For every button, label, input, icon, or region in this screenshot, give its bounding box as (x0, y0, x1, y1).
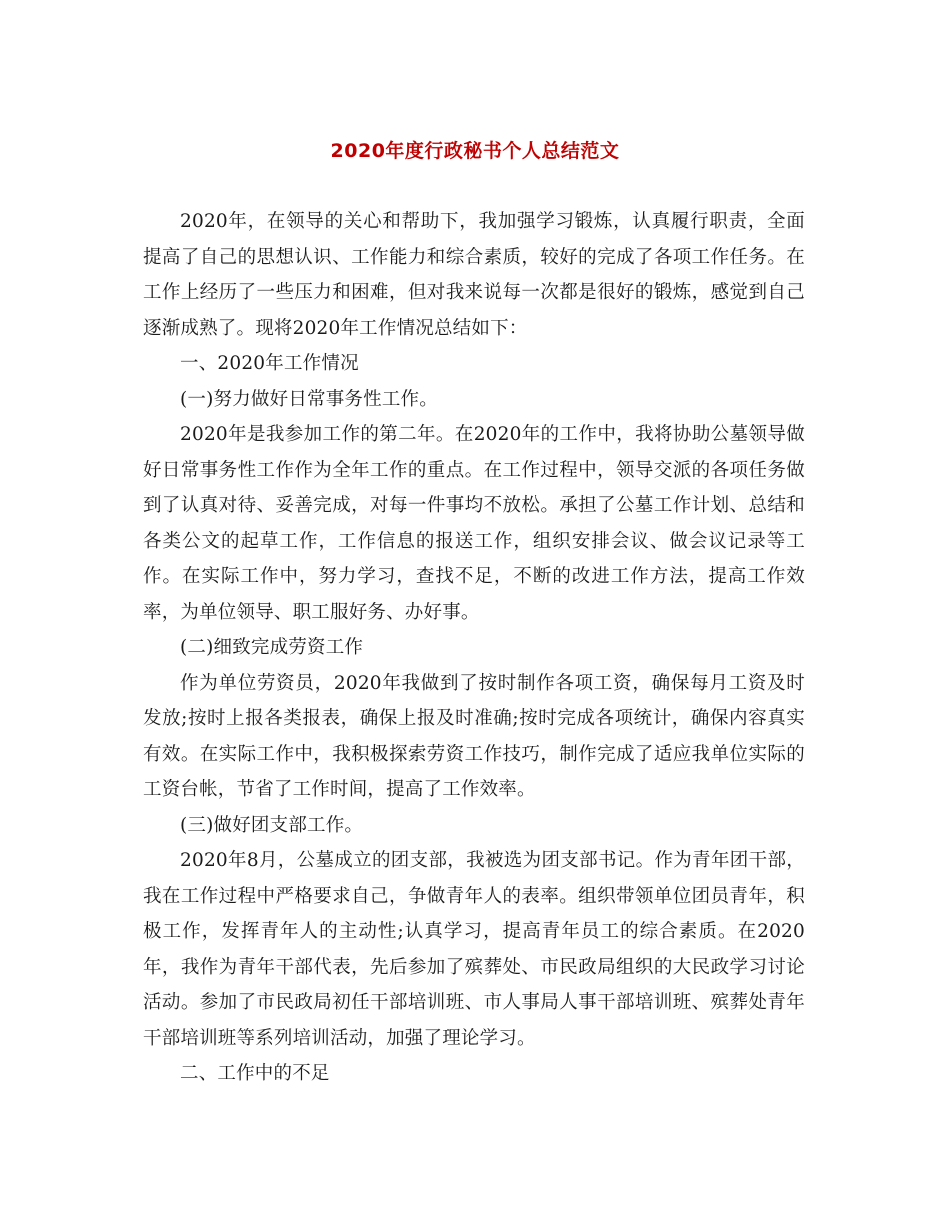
paragraph-intro: 2020年，在领导的关心和帮助下，我加强学习锻炼，认真履行职责，全面提高了自己的思想认识、工作能力和综合素质，较好的完成了各项工作任务。在工作上经历了一些压力和困难，但对我来说每一次都是很好的锻炼，感觉到自己逐渐成熟了。现将2020年工作情况总结如下： (143, 211, 805, 339)
paragraph-daily-affairs: 2020年是我参加工作的第二年。在2020年的工作中，我将协助公墓领导做好日常事务性工作作为全年工作的重点。在工作过程中，领导交派的各项任务做到了认真对待、妥善完成，对每一件事均不放松。承担了公墓工作计划、总结和各类公文的起草工作，工作信息的报送工作，组织安排会议、做会议记录等工作。在实际工作中，努力学习，查找不足，不断的改进工作方法，提高工作效率，为单位领导、职工服好务、办好事。 (143, 424, 805, 623)
document-title: 2020年度行政秘书个人总结范文 (330, 140, 620, 162)
subheading-youth-league: (三)做好团支部工作。 (180, 814, 364, 836)
subheading-daily-affairs: (一)努力做好日常事务性工作。 (180, 388, 438, 410)
section-heading-work-status: 一、2020年工作情况 (180, 353, 359, 374)
section-heading-shortcomings: 二、工作中的不足 (180, 1063, 330, 1084)
subheading-labor-wages: (二)细致完成劳资工作 (180, 637, 364, 658)
paragraph-labor-wages: 作为单位劳资员，2020年我做到了按时制作各项工资，确保每月工资及时发放;按时上报各类报表，确保上报及时准确;按时完成各项统计，确保内容真实有效。在实际工作中，我积极探索劳资工作技巧，制作完成了适应我单位实际的工资台帐，节省了工作时间，提高了工作效率。 (143, 672, 805, 800)
document-body (143, 204, 805, 1092)
paragraph-youth-league: 2020年8月，公墓成立的团支部，我被选为团支部书记。作为青年团干部，我在工作过程中严格要求自己，争做青年人的表率。组织带领单位团员青年，积极工作，发挥青年人的主动性;认真学习，提高青年员工的综合素质。在2020年，我作为青年干部代表，先后参加了殡葬处、市民政局组织的大民政学习讨论活动。参加了市民政局初任干部培训班、市人事局人事干部培训班、殡葬处青年干部培训班等系列培训活动，加强了理论学习。 (143, 850, 805, 1049)
